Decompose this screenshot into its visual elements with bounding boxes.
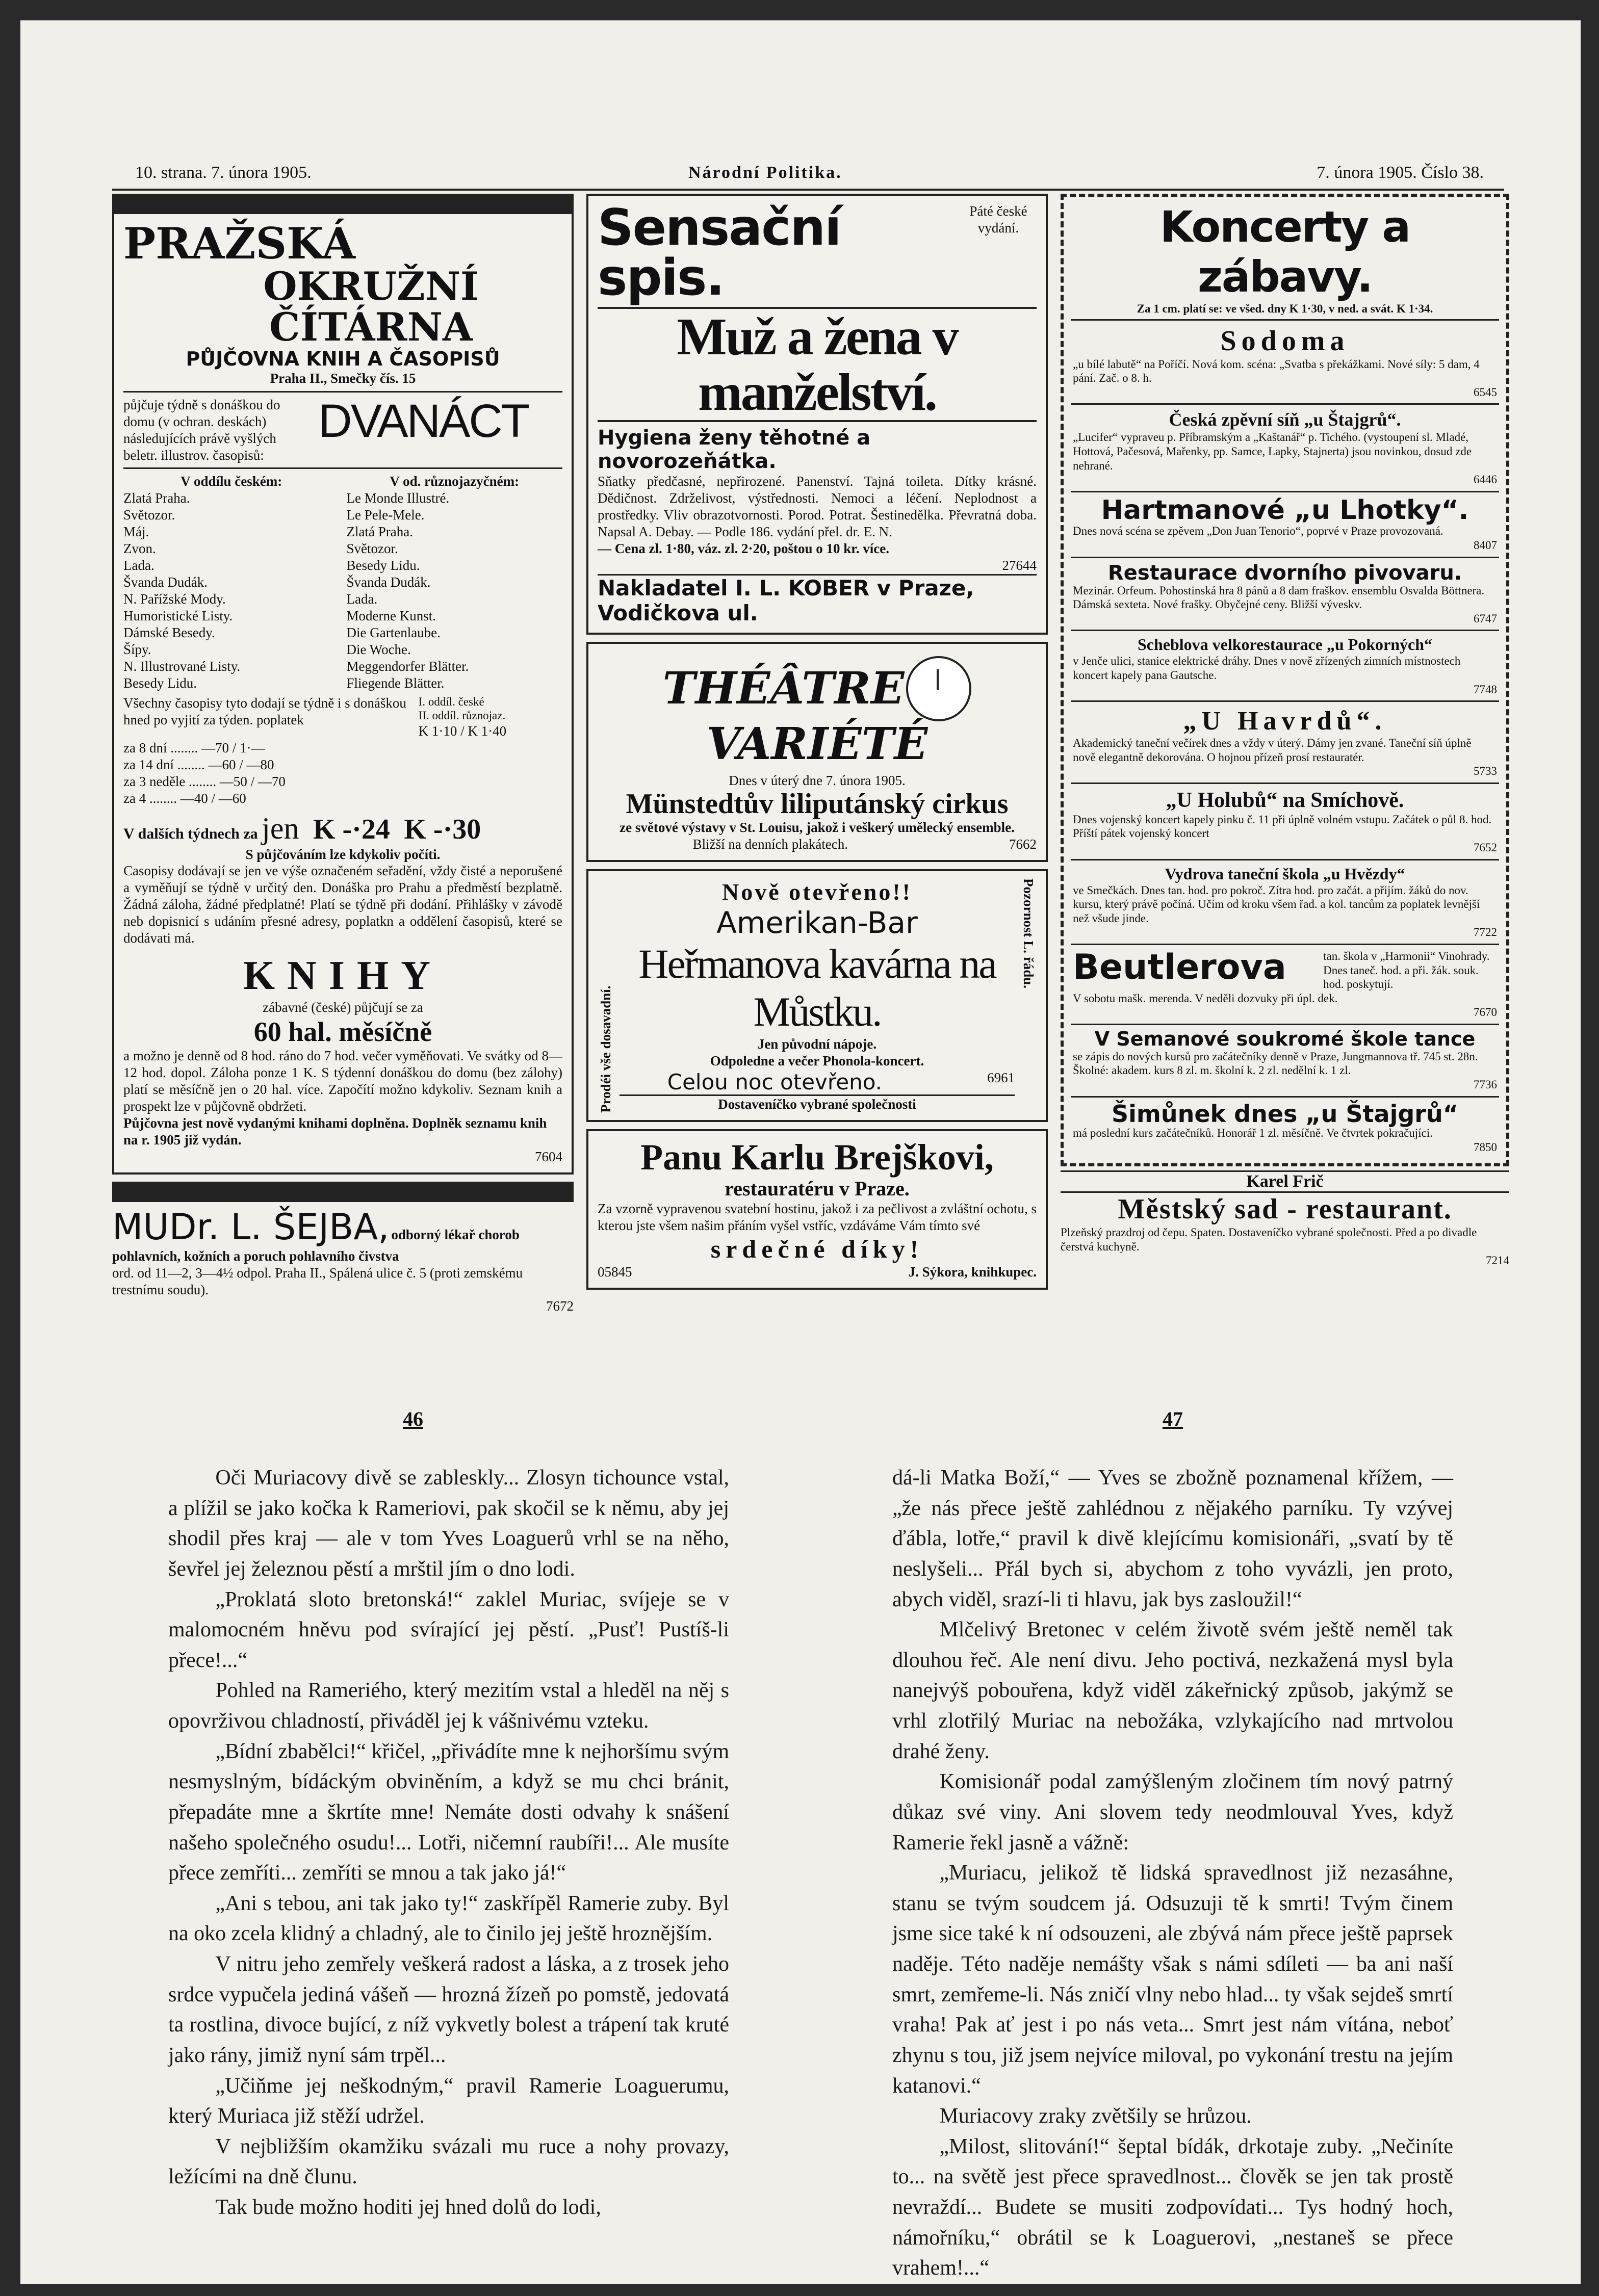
story-paragraph: Komisionář podal zamýšleným zločinem tím nový patrný důkaz své viny. Ani slovem tedy neodmlouval Yves, když Ramerie řekl jasně a vážně: xyxy=(892,1770,1453,1855)
ad-semanova xyxy=(1071,1025,1499,1098)
page-number-left: 46 xyxy=(403,1407,423,1430)
story-paragraph: „Milost, slitování!“ šeptal bídák, drkotaje zuby. „Nečiníte to... na světě jest přece spravedlnost... člověk se jen tak prostě nevraždí... Budete se musiti zodpovídati... Tys hodný hoch, námořníku,“ obrátil se k Loaguerovi, „nestaneš se přece vrahem!...“ xyxy=(892,2134,1453,2280)
knihy-price: 60 hal. měsíčně xyxy=(253,1016,432,1048)
citarna-title-2: OKRUŽNÍ ČÍTÁRNA xyxy=(263,264,479,350)
mudr-name: MUDr. L. ŠEJBA, xyxy=(112,1206,390,1248)
sens-publisher: Nakladatel I. L. KOBER v Praze, Vodičkova ul. xyxy=(598,574,1037,625)
rest-title: Restaurace dvorního pivovaru. xyxy=(1107,561,1462,585)
story-paragraph: „Muriacu, jelikož tě lidská spravedlnost již nezasáhne, stanu se tvým soudcem já. Odsuzuji tě k smrti! Tvým činem jsme sice také k ní odsouzeni, ale zbývá nám přece ještě paprsek naděje. Této naděje nemášty však s námi sdíleti — ba ani naší smrt, zemřeme-li. Nás zničí vlny nebo hlad... ty však sejdeš smrtí vraha! Pak ať jest i po nás veta... Smrt jest nám vítána, neboť zhynu s tou, již jsem nejvíce miloval, po vykonání trestu na jejím katanovi.“ xyxy=(892,1861,1453,2098)
price-row: za 14 dní ........ —60 / —80 xyxy=(123,756,274,772)
story-paragraph: „Bídní zbabělci!“ křičel, „přivádíte mne k nejhoršímu svým nesmyslným, bídáckým obviněním, a když se mu chci bránit, přepadáte mne a škrtíte mne! Nemáte dosti odvahy k snášení našeho společného osudu!... Lotři, ničemní raubíři!... Ale musíte přece zemříti... zemříti se mnou a tak jako já!“ xyxy=(168,1739,729,1885)
ad-restaurace xyxy=(1071,558,1499,632)
hart-text: Dnes nová scéna se zpěvem „Don Juan Tenorio“, poprvé v Praze provozovaná. xyxy=(1073,525,1443,538)
knihy-number: 7604 xyxy=(535,1149,562,1164)
bar-drinks: Jen původní nápoje. xyxy=(757,1036,877,1052)
story-paragraph: „Proklatá sloto bretonská!“ zaklel Muriac, svíjeje se v malomocném hněvu pod svírající jej pěstí. „Pusť! Pustíš-li přece!...“ xyxy=(168,1587,729,1672)
story-paragraph: V nitru jeho zemřely veškerá radost a láska, a z trosek jeho srdce vypučela jediná vášeň — hrozná žízeň po pomstě, jedovatá ta rostlina, divoce bující, z níž vykvetly bolest a trápení tak kruté jako rány, jimiž nyní sám trpěl... xyxy=(168,1952,729,2067)
foreign-item: Le Monde Illustré. xyxy=(346,490,450,506)
sens-number: 27644 xyxy=(1002,558,1037,573)
mudr-number: 7672 xyxy=(546,1298,574,1314)
clock-icon xyxy=(906,656,971,721)
price-row: za 3 neděle ........ —50 / —70 xyxy=(123,773,286,789)
ad-beutlerova xyxy=(1071,945,1499,1025)
scheb-number: 7748 xyxy=(1474,683,1497,696)
foreign-item: Le Pele-Mele. xyxy=(346,507,425,523)
spevni-number: 6446 xyxy=(1474,473,1497,486)
theatre-left: THÉÂTRE xyxy=(662,662,905,714)
hart-number: 8407 xyxy=(1474,538,1497,552)
page-header xyxy=(112,158,1504,191)
price-row: za 4 ........ —40 / —60 xyxy=(123,790,246,806)
foreign-item: Die Woche. xyxy=(346,641,411,657)
price-note: S půjčováním lze kdykoliv počíti. xyxy=(245,846,441,862)
thanks-text: Za vzorně vypravenou svatební hostinu, jakož i za pečlivost a zvláštní ochotu, s kterou jste všem našim přáním vyšel vstříc, vzdáváme Vám tímto své xyxy=(598,1201,1037,1234)
thanks-sign: J. Sýkora, knihkupec. xyxy=(908,1264,1037,1280)
scheb-title: Scheblova velkorestaurace „u Pokorných“ xyxy=(1137,635,1433,654)
foreign-item: Meggendorfer Blätter. xyxy=(346,658,469,674)
thanks-role: restauratéru v Praze. xyxy=(725,1177,910,1201)
story-paragraph: Pohled na Rameriého, který mezitím vstal a hleděl na něj s opovrživou chladností, přiváděl jej k vášnivému vzteku. xyxy=(168,1679,729,1733)
column-right xyxy=(1061,194,1509,1272)
dark-bar xyxy=(112,194,574,214)
citarna-addr: Praha II., Smečky čís. 15 xyxy=(270,370,416,386)
knihy-sub: zábavné (české) půjčují se za xyxy=(263,1000,423,1015)
sens-big: Muž a žena v manželství. xyxy=(598,307,1037,422)
vydr-text: ve Smečkách. Dnes tan. hod. pro pokroč. Zítra hod. pro začát. a přijím. žáků do nov. kursu, který právě počíná. Učím od kroku všem řad. a kol. tancům za poplatek levnější než všude jinde. xyxy=(1073,883,1480,925)
thanks-number: 05845 xyxy=(598,1264,632,1280)
knihy-title: KNIHY xyxy=(243,953,443,999)
mudr-text: ord. od 11—2, 3—4½ odpol. Praha II., Spálená ulice č. 5 (proti zemskému trestnímu soudu). xyxy=(112,1265,523,1297)
ad-havrdu xyxy=(1071,702,1499,784)
czech-item: N. Pařížské Mody. xyxy=(123,591,226,607)
story-paragraph: Mlčelivý Bretonec v celém životě svém ještě neměl tak dlouhou řeč. Ale není divu. Jeho poctivá, nezkažená mysl byla nanejvýš pobouřena, když viděl zákeřnický způsob, jakýmž se vrhl zlotřilý Muriac na nebožáka, vzlykajícího nad mrtvolou drahé ženy. xyxy=(892,1618,1453,1763)
rest-number: 6747 xyxy=(1474,612,1497,625)
fric-name: Karel Frič xyxy=(1061,1170,1509,1193)
czech-item: Lada. xyxy=(123,558,154,573)
ad-vydrova xyxy=(1071,860,1499,945)
havrd-text: Akademický taneční večírek dnes a vždy v úterý. Dámy jen zvané. Taneční síň úplně nově elegantně dekorována. O hojnou přízeň prosí restauratér. xyxy=(1073,737,1472,764)
header-center: Národní Politika. xyxy=(688,163,842,182)
story-paragraph: dá-li Matka Boží,“ — Yves se zbožně poznamenal křížem, — „že nás přece ještě zahlédnou z nějakého parníku. Ty vzývej ďábla, lotře,“ pravil k divě klejícímu komisionáři, „svatí by tě neslyšeli... Přál bych si, abychom z toho vyvázli, jen proto, abych viděl, srazí-li ti hlavu, jak bys zasloužil!“ xyxy=(892,1466,1453,1611)
foreign-item: Moderne Kunst. xyxy=(346,608,436,623)
holub-text: Dnes vojenský koncert kapely pinku č. 11 při úplně volném vstupu. Začátek o půl 8. hod. Příští pátek vojenský koncert xyxy=(1073,813,1492,840)
vydr-number: 7722 xyxy=(1474,926,1497,939)
seman-title: V Semanové soukromé škole tance xyxy=(1094,1028,1476,1050)
vydr-title: Vydrova taneční škola „u Hvězdy“ xyxy=(1165,864,1405,883)
thanks-big: srdečné díky! xyxy=(710,1235,924,1264)
bar-big: Heřmanova kavárna na Můstku. xyxy=(638,940,996,1035)
ad-simunek xyxy=(1071,1098,1499,1158)
rest-text: Mezinár. Orfeum. Pohostinská hra 8 pánů a 8 dam fraškov. ensemblu Osvalda Böttnera. Dámská sexteta. Nové frašky. Obyčejné ceny. Bližší výveskv. xyxy=(1073,584,1485,611)
price-head-1: I. oddíl. české xyxy=(418,695,484,708)
concerts-box xyxy=(1061,194,1509,1166)
story-paragraph: Muriacovy zraky zvětšily se hrůzou. xyxy=(939,2104,1252,2128)
czech-item: Dámské Besedy. xyxy=(123,624,215,640)
citarna-ad xyxy=(112,214,574,1175)
story-right-column xyxy=(892,1463,1453,2284)
theatre-act: Münstedtův liliputánský cirkus xyxy=(626,788,1009,820)
price-jen: jen xyxy=(262,811,299,845)
bar-bottom: Dostaveníčko vybrané společnosti xyxy=(620,1094,1015,1113)
price-value-1: K -·24 xyxy=(313,813,390,845)
newspaper-page xyxy=(20,20,1581,2284)
fric-number: 7214 xyxy=(1486,1254,1509,1267)
ad-hartmanove xyxy=(1071,492,1499,558)
sens-title: Sensační spis. xyxy=(598,199,841,307)
holub-title: „U Holubů“ na Smíchově. xyxy=(1166,788,1404,812)
knihy-note: Půjčovna jest nově vydanými knihami doplněna. Doplněk seznamu knih na r. 1905 již vydán. xyxy=(123,1115,547,1147)
price-text: Casopisy dodávají se jen ve výše označeném seřadění, vždy čisté a neporušené a vyměňují se týdně v určitý den. Donáška pro Prahu a předměstí bezplatně. Žádná záloha, žádné předplatné! Platí se týdně při dodání. Přihlášky v závodě neb dopisnicí s udáním přesné adresy, poplatkn a oddělení časopisů, které se dodávati má. xyxy=(123,863,562,946)
foreign-item: Zlatá Praha. xyxy=(346,524,413,540)
story-left-column xyxy=(168,1463,729,2223)
bar-name: Amerikan-Bar xyxy=(716,905,918,940)
story-paragraph: V nejbližším okamžiku svázali mu ruce a nohy provazy, ležícími na dně člunu. xyxy=(168,2134,729,2189)
sim-text: má poslední kurs začátečníků. Honorář 1 zl. měsíčně. Ve čtvrtek pokračujíci. xyxy=(1073,1126,1433,1139)
story-paragraph: „Ani s tebou, ani tak jako ty!“ zaskřípěl Ramerie zuby. Byl na oko zcela klidný a chladný, ale to činilo jej ještě hroznějším. xyxy=(168,1891,729,1946)
citarna-title-1: PRAŽSKÁ xyxy=(123,218,355,269)
spevni-title: Česká zpěvní síň „u Štajgrů“. xyxy=(1169,409,1401,430)
bar-ad xyxy=(586,869,1048,1122)
header-left: 10. strana. 7. února 1905. xyxy=(135,163,312,182)
hart-title: Hartmanové „u Lhotky“. xyxy=(1101,494,1469,526)
thanks-ad xyxy=(586,1129,1048,1290)
dark-bar-2 xyxy=(112,1182,574,1202)
story-paragraph: „Učiňme jej neškodným,“ pravil Ramerie Loaguerumu, který Muriaca již stěží udržel. xyxy=(168,2074,729,2128)
header-right: 7. února 1905. Číslo 38. xyxy=(1317,163,1484,182)
fric-title: Městský sad - restaurant. xyxy=(1118,1193,1452,1225)
beut-side: tan. škola v „Harmonii“ Vinohrady. Dnes taneč. hod. a při. žák. souk. hod. poskytují. xyxy=(1323,950,1490,991)
fric-text: Plzeňský prazdroj od čepu. Spaten. Dostaveníčko vybrané společnosti. Před a po divadle čerstvá kuchyně. xyxy=(1061,1226,1477,1253)
sim-number: 7850 xyxy=(1474,1140,1497,1154)
theatre-number: 7662 xyxy=(1009,836,1037,852)
theatre-ad xyxy=(586,642,1048,862)
havrd-title: „U Havrdů“. xyxy=(1183,707,1387,736)
beut-text: V sobotu mašk. merenda. V neděli dozvuky při úpl. dek. xyxy=(1073,992,1338,1005)
foreign-item: Fliegende Blätter. xyxy=(346,675,445,691)
czech-item: Švanda Dudák. xyxy=(123,575,208,590)
concerts-title: Koncerty a zábavy. xyxy=(1159,202,1410,302)
ad-sodoma xyxy=(1071,321,1499,405)
foreign-item: Die Gartenlaube. xyxy=(346,624,441,640)
column-middle xyxy=(586,194,1048,1297)
bar-side-left: Prodéi vše dosavadní. xyxy=(598,985,613,1113)
price-row: za 8 dní ........ —70 / 1·— xyxy=(123,740,265,755)
beut-number: 7670 xyxy=(1474,1006,1497,1019)
theatre-more: Bližší na denních plakátech. xyxy=(692,836,848,852)
price-intro: Všechny časopisy tyto dodají se týdně i s donáškou hned po vyjití za týden. poplatek xyxy=(123,695,406,727)
citarna-sub: PŮJČOVNA KNIH A ČASOPISŮ xyxy=(186,347,500,370)
page-number-right: 47 xyxy=(1163,1407,1183,1430)
beut-title: Beutlerova xyxy=(1073,947,1286,988)
czech-heading: V oddílu českém: xyxy=(180,474,282,489)
citarna-intro: půjčuje týdně s donáškou do domu (v ochran. deskách) následujících právě vyšlých beletr. illustrov. časopisů: xyxy=(123,397,280,463)
bar-open: Celou noc otevřeno. xyxy=(667,1069,882,1094)
czech-item: N. Illustrované Listy. xyxy=(123,658,241,674)
ad-holubu xyxy=(1071,784,1499,860)
price-head-2: II. oddíl. různojaz. xyxy=(418,709,506,722)
czech-item: Besedy Lidu. xyxy=(123,675,197,691)
sens-edition: Páté české vydání. xyxy=(969,203,1027,236)
bar-top: Nově otevřeno!! xyxy=(722,878,912,905)
thanks-name: Panu Karlu Brejškovi, xyxy=(640,1136,994,1178)
story-paragraph: Oči Muriacovy divě se zableskly... Zlosyn tichounce vstal, a plížil se jako kočka k Rameriovi, pak skočil se k němu, aby jej shodil přes kraj — ale v tom Yves Loaguerů vrhl se na něho, ševřel jej železnou pěstí a mrštil jím o dno lodi. xyxy=(168,1466,729,1581)
bar-number: 6961 xyxy=(987,1069,1015,1085)
foreign-item: Lada. xyxy=(346,591,378,607)
seman-text: se zápis do nových kursů pro začátečníky denně v Praze, Jungmannova tř. 745 st. 28n. Školné: akadem. kurs 8 zl. m. školní k. 2 zl. nedělní k. 1 zl. xyxy=(1073,1050,1478,1077)
sensation-ad xyxy=(586,194,1048,635)
citarna-big: DVANÁCT xyxy=(318,395,529,447)
holub-number: 7652 xyxy=(1474,841,1497,854)
ad-spevni xyxy=(1071,405,1499,492)
sim-title: Šimůnek dnes „u Štajgrů“ xyxy=(1112,1100,1458,1128)
czech-item: Šípy. xyxy=(123,641,151,657)
foreign-item: Švanda Dudák. xyxy=(346,575,431,590)
bar-side-right: Pozornost L. řádu. xyxy=(1021,878,1036,988)
foreign-item: Světozor. xyxy=(346,541,398,557)
czech-item: Zvon. xyxy=(123,541,156,557)
theatre-right: VARIÉTÉ xyxy=(706,718,928,770)
seman-number: 7736 xyxy=(1474,1078,1497,1091)
story-paragraph: Tak bude možno hoditi jej hned dolů do lodi, xyxy=(215,2196,601,2219)
czech-item: Humoristické Listy. xyxy=(123,608,233,623)
sens-sub: Hygiena ženy těhotné a novorozeňátka. xyxy=(598,426,871,474)
czech-item: Zlatá Praha. xyxy=(123,490,190,506)
theatre-text: ze světové výstavy v St. Louisu, jakož i veškerý umělecký ensemble. xyxy=(620,820,1015,836)
sodoma-title: Sodoma xyxy=(1220,325,1350,357)
column-left xyxy=(112,194,574,1319)
scheb-text: v Jenče ulici, stanice elektrické dráhy. Dnes v nově zřízených zimních místnostech koncert kapely pana Gautsche. xyxy=(1073,655,1461,682)
price-value-2: K -·30 xyxy=(404,813,481,845)
havrd-number: 5733 xyxy=(1474,765,1497,778)
czech-item: Máj. xyxy=(123,524,149,540)
knihy-text: a možno je denně od 8 hod. ráno do 7 hod. večer vyměňovati. Ve svátky od 8—12 hod. dopol. Záloha ponze 1 K. S týdenní donáškou do domu (bez zálohy) platí se měsíčně jen o 20 hal. více. Započítí možno kdykoliv. Seznam knih a prospekt lze v půjčovně obdržeti. xyxy=(123,1048,562,1114)
bar-concert: Odpoledne a večer Phonola-koncert. xyxy=(710,1053,924,1068)
foreign-heading: V od. různojazyčném: xyxy=(390,474,520,489)
sens-price: — Cena zl. 1·80, váz. zl. 2·20, poštou o 10 kr. více. xyxy=(598,541,889,557)
sodoma-text: „u bílé labutě“ na Poříčí. Nová kom. scéna: „Svatba s překážkami. Nové síly: 5 dam, 4 pání. Zač. o 8. h. xyxy=(1073,357,1480,385)
mudr-title: odborný lékař chorob pohlavních, kožních a poruch pohlavního čivstva xyxy=(112,1227,520,1264)
sodoma-number: 6545 xyxy=(1474,385,1497,399)
foreign-item: Besedy Lidu. xyxy=(346,558,420,573)
concerts-price: Za 1 cm. platí se: ve všed. dny K 1·30, v ned. a svát. K 1·34. xyxy=(1071,302,1499,321)
price-further: V dalších týdnech za xyxy=(123,825,258,842)
price-first-row: K 1·10 / K 1·40 xyxy=(418,723,507,739)
czech-item: Světozor. xyxy=(123,507,175,523)
spevni-text: „Lucifer“ vypraveu p. Příbramským a „Kaštanář“ p. Tichého. (vystoupení sl. Mladé, Hottová, Pačesová, Mařenky, pp. Samce, Lapky, Stajnerta) jsou novinkou, dosud zde nehrané. xyxy=(1073,431,1472,472)
sens-text: Sňatky předčasné, nepřirozené. Panenství. Tajná toileta. Dítky krásné. Dědičnost. Zdrželivost, výstřednosti. Nemoci a léčení. Neplodnost a prostředky. Vliv obrazotvornosti. Porod. Potrat. Šestinedělka. Převratná doba. Napsal A. Debay. — Podle 186. vydání přel. dr. E. N. xyxy=(598,474,1037,540)
ad-scheblova xyxy=(1071,631,1499,702)
theatre-date: Dnes v úterý dne 7. února 1905. xyxy=(729,773,906,789)
